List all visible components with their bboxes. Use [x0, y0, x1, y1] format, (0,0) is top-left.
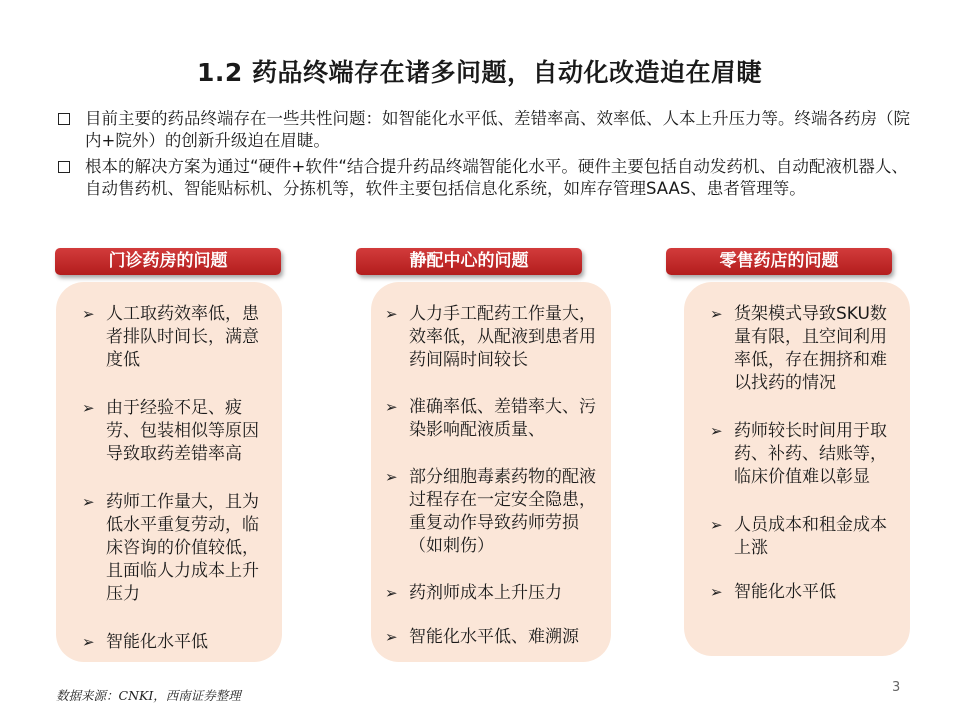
list-item: ➢ 智能化水平低: [82, 632, 208, 652]
arrow-bullet-icon: ➢: [385, 628, 398, 646]
arrow-bullet-icon: ➢: [82, 493, 95, 511]
arrow-bullet-icon: ➢: [82, 399, 95, 417]
arrow-bullet-icon: ➢: [710, 305, 723, 323]
intro-bullet-text: 根本的解决方案为通过“硬件+软件“结合提升药品终端智能化水平。硬件主要包括自动发药机、自动配液机器人、自动售药机、智能贴标机、分拣机等，软件主要包括信息化系统，如库存管理SAAS、患者管理等。: [85, 157, 908, 198]
intro-bullet-text: 目前主要的药品终端存在一些共性问题：如智能化水平低、差错率高、效率低、人本上升压力等。终端各药房（院内+院外）的创新升级迫在眉睫。: [85, 109, 910, 150]
card-outpatient: [56, 282, 282, 662]
list-item: ➢ 智能化水平低: [710, 582, 836, 602]
list-item: ➢ 人员成本和租金成本上涨: [710, 515, 887, 558]
list-item: ➢ 准确率低、差错率大、污染影响配液质量、: [385, 397, 596, 440]
arrow-bullet-icon: ➢: [82, 305, 95, 323]
data-source-note: 数据来源：CNKI，西南证券整理: [56, 688, 241, 703]
list-item: ➢ 药剂师成本上升压力: [385, 583, 562, 603]
arrow-bullet-icon: ➢: [385, 398, 398, 416]
list-item: ➢ 部分细胞毒素药物的配液过程存在一定安全隐患，重复动作导致药师劳损（如刺伤）: [385, 467, 596, 556]
arrow-bullet-icon: ➢: [710, 422, 723, 440]
arrow-bullet-icon: ➢: [710, 516, 723, 534]
intro-bullets: [58, 108, 918, 204]
list-item: ➢ 智能化水平低、难溯源: [385, 627, 579, 647]
arrow-bullet-icon: ➢: [385, 584, 398, 602]
intro-bullet: [58, 108, 918, 152]
intro-bullet: [58, 156, 918, 200]
arrow-bullet-icon: ➢: [385, 305, 398, 323]
list-item: ➢ 货架模式导致SKU数量有限，且空间利用率低，存在拥挤和难以找药的情况: [710, 304, 887, 393]
slide-title: 1.2 药品终端存在诸多问题，自动化改造迫在眉睫: [197, 58, 762, 87]
list-item: ➢ 人工取药效率低，患者排队时间长，满意度低: [82, 304, 259, 370]
list-item: ➢ 药师工作量大，且为低水平重复劳动，临床咨询的价值较低，且面临人力成本上升压力: [82, 492, 259, 604]
column-header-outpatient: 门诊药房的问题: [55, 248, 281, 275]
arrow-bullet-icon: ➢: [385, 468, 398, 486]
card-retail: [684, 282, 910, 656]
card-pivas: [371, 282, 611, 662]
column-header-pivas: 静配中心的问题: [356, 248, 582, 275]
list-item: ➢ 人力手工配药工作量大，效率低，从配液到患者用药间隔时间较长: [385, 304, 596, 370]
arrow-bullet-icon: ➢: [710, 583, 723, 601]
square-bullet-icon: [58, 161, 70, 173]
column-header-retail: 零售药店的问题: [666, 248, 892, 275]
square-bullet-icon: [58, 113, 70, 125]
page-number: 3: [892, 680, 901, 695]
list-item: ➢ 由于经验不足、疲劳、包装相似等原因导致取药差错率高: [82, 398, 259, 464]
list-item: ➢ 药师较长时间用于取药、补药、结账等，临床价值难以彰显: [710, 421, 887, 487]
arrow-bullet-icon: ➢: [82, 633, 95, 651]
